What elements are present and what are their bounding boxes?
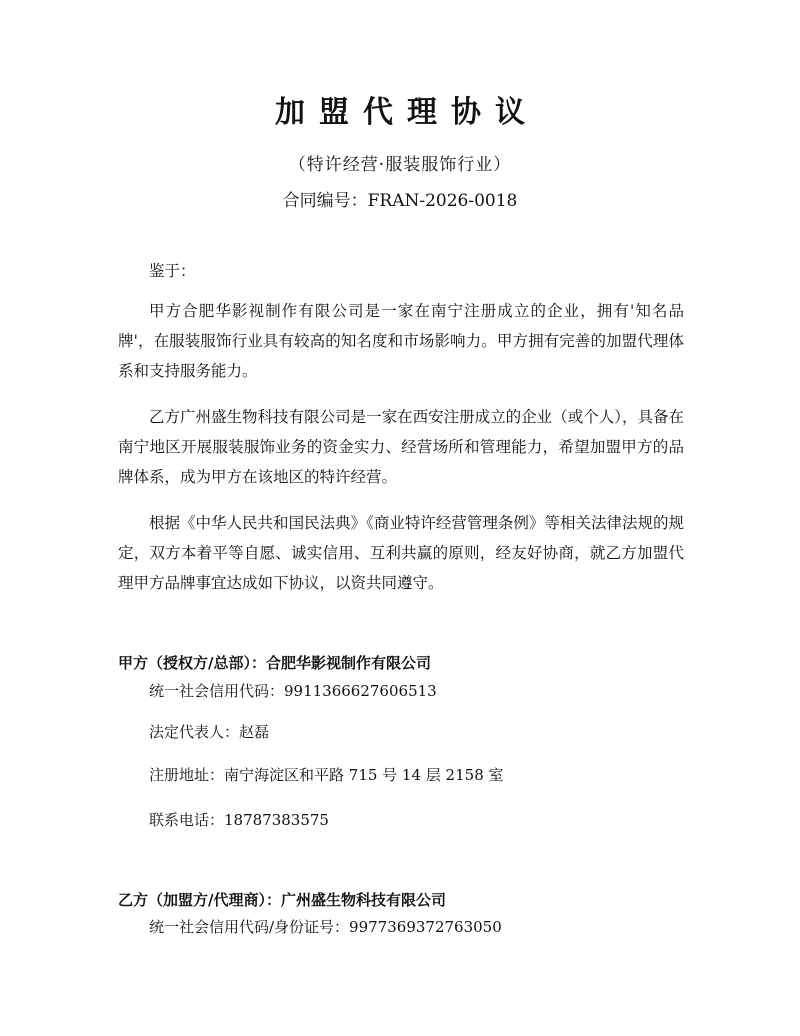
paragraph-legal-basis: 根据《中华人民共和国民法典》《商业特许经营管理条例》等相关法律法规的规定，双方本着平等自愿、诚实信用、互利共赢的原则，经友好协商，就乙方加盟代理甲方品牌事宜达成如下协议，以资共同遵守。	[118, 514, 684, 592]
party-a-legal-rep: 法定代表人：赵磊	[149, 723, 270, 741]
party-a-address: 注册地址：南宁海淀区和平路 715 号 14 层 2158 室	[149, 766, 504, 784]
contract-number: 合同编号：FRAN-2026-0018	[282, 191, 518, 211]
paragraph-party-a-intro: 甲方合肥华影视制作有限公司是一家在南宁注册成立的企业，拥有'知名品牌'，在服装服饰行业具有较高的知名度和市场影响力。甲方拥有完善的加盟代理体系和支持服务能力。	[118, 302, 684, 380]
party-b-credit-code: 统一社会信用代码/身份证号：9977369372763050	[149, 918, 502, 936]
paragraph-party-b-intro: 乙方广州盛生物科技有限公司是一家在西安注册成立的企业（或个人），具备在南宁地区开展服装服饰业务的资金实力、经营场所和管理能力，希望加盟甲方的品牌体系，成为甲方在该地区的特许经营。	[118, 408, 684, 486]
party-a-credit-code: 统一社会信用代码：9911366627606513	[149, 682, 437, 700]
party-a-heading: 甲方（授权方/总部）：合肥华影视制作有限公司	[118, 654, 431, 672]
document-title: 加盟代理协议	[275, 95, 539, 130]
whereas-label: 鉴于：	[149, 262, 196, 280]
party-b-heading: 乙方（加盟方/代理商）：广州盛生物科技有限公司	[118, 891, 446, 909]
party-a-phone: 联系电话：18787383575	[149, 811, 329, 829]
document-subtitle: （特许经营·服装服饰行业）	[288, 155, 512, 175]
